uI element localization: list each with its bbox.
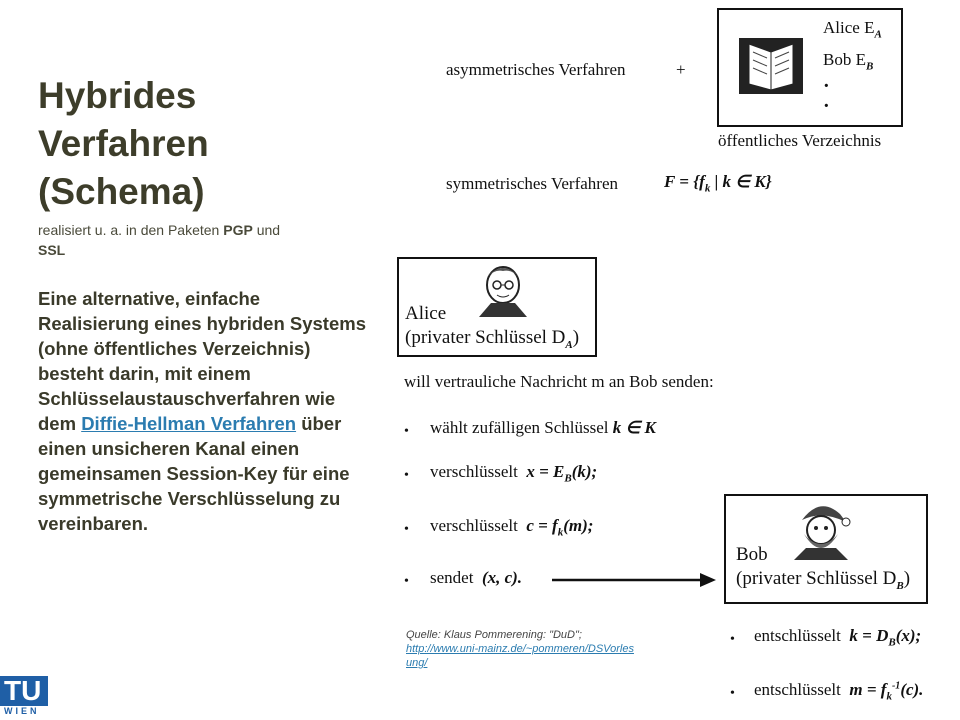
sym-formula: $F = \{f_k$ | k ∈ K} (664, 172, 772, 195)
logo-wien: WIEN (4, 706, 40, 716)
source-link[interactable]: http://www.uni-mainz.de/~pommeren/DSVorlesung/ (406, 643, 634, 669)
dir-dots: · · (823, 75, 830, 117)
bob-key: (privater Schlüssel $D_B$) (736, 568, 911, 592)
step-4: sendet (x, c). (430, 568, 523, 587)
body-paragraph (38, 286, 373, 536)
title-line-3: (Schema) (38, 171, 205, 212)
subtitle (38, 220, 348, 260)
directory-caption: öffentliches Verzeichnis (718, 131, 882, 150)
plus-sign: + (676, 60, 686, 79)
bob-step-1: entschlüsselt $k = D_B(x)$; (754, 626, 922, 649)
book-icon (739, 38, 803, 94)
bob-name: Bob (736, 544, 768, 565)
title-line-1: Hybrides (38, 75, 197, 116)
send-arrow-icon (552, 570, 718, 590)
bob-avatar-icon (790, 500, 852, 560)
step-1: wählt zufälligen Schlüssel k ∈ K (430, 418, 656, 437)
diffie-hellman-link[interactable]: Diffie-Hellman Verfahren (81, 413, 297, 434)
page-title (38, 72, 358, 216)
dir-entry-alice: Alice $E_A$ (823, 18, 882, 41)
step-bullet: • (404, 522, 409, 537)
bob-box (724, 494, 928, 604)
pgp-label: PGP (223, 222, 253, 238)
tu-wien-logo (0, 676, 48, 720)
step-2: verschlüsselt $x = E_B(k)$; (430, 462, 598, 485)
step-bullet: • (404, 574, 409, 589)
step-bullet: • (404, 468, 409, 483)
ssl-label: SSL (38, 242, 66, 258)
alice-avatar-icon (473, 261, 533, 317)
subtitle-and: und (252, 222, 281, 238)
source-note (406, 628, 636, 670)
title-line-2: Verfahren (38, 123, 209, 164)
bob-step-2: entschlüsselt $m = f_k^{-1}(c)$. (754, 680, 924, 703)
body-text-pre: Eine alternative, einfache Realisierung eines hybriden Systems (ohne öffentliches Verzeichnis) besteht darin, mit einem Schlüsselaustauschverfahren wie dem (38, 288, 366, 434)
bob-step-bullet: • (730, 632, 735, 647)
source-label: Quelle: Klaus Pommerening: "DuD"; (406, 629, 582, 641)
dir-entry-bob: Bob $E_B$ (823, 50, 874, 73)
step-bullet: • (404, 424, 409, 439)
asym-label: asymmetrisches Verfahren (446, 60, 626, 79)
subtitle-text: realisiert u. a. in den Paketen (38, 222, 224, 238)
logo-tu: TU (0, 676, 48, 706)
alice-name: Alice (405, 303, 447, 324)
body-text-post: über einen unsicheren Kanal einen gemeinsamen Session-Key für eine symmetrische Verschlüsselung zu vereinbaren. (38, 413, 350, 534)
alice-key: (privater Schlüssel $D_A$) (405, 327, 580, 351)
step-3: verschlüsselt $c = f_k(m)$; (430, 516, 594, 539)
alice-box (397, 257, 597, 357)
sym-label: symmetrisches Verfahren (446, 174, 618, 193)
wants-line: will vertrauliche Nachricht m an Bob senden: (404, 372, 714, 391)
directory-box (717, 8, 903, 127)
bob-step-bullet: • (730, 686, 735, 701)
